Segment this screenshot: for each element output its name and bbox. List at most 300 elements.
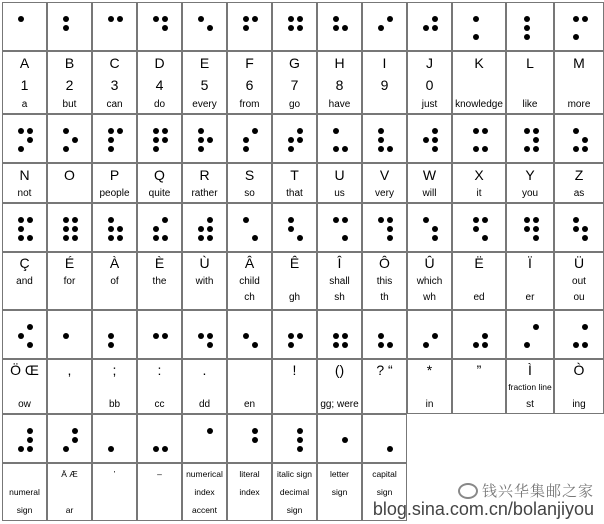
braille-dot (297, 446, 303, 452)
cell-label: G (289, 55, 300, 71)
cell-label: from (239, 99, 260, 110)
label-cell (182, 51, 227, 114)
cell-label: À (109, 255, 120, 271)
braille-cell (362, 310, 407, 359)
cell-label: B (64, 55, 75, 71)
braille-cell (452, 114, 506, 163)
cell-label: () (334, 362, 345, 378)
braille-dot (108, 333, 114, 339)
braille-dot (63, 25, 69, 31)
cell-label: have (328, 99, 351, 110)
label-cell (182, 252, 227, 310)
braille-dot (524, 146, 530, 152)
braille-dot (153, 146, 159, 152)
label-cell (452, 359, 506, 414)
braille-dot (533, 235, 539, 241)
braille-dot (423, 25, 429, 31)
cell-label: 5 (200, 77, 209, 93)
label-cell (506, 51, 554, 114)
cell-label: 0 (425, 77, 434, 93)
braille-dot (288, 25, 294, 31)
braille-dot (108, 128, 114, 134)
label-cell (362, 252, 407, 310)
braille-dot (482, 146, 488, 152)
braille-dot (432, 226, 438, 232)
braille-dot (108, 146, 114, 152)
cell-label: th (380, 292, 389, 303)
braille-dot (108, 226, 114, 232)
braille-dot (473, 16, 479, 22)
braille-cell (47, 310, 92, 359)
braille-dot (243, 333, 249, 339)
braille-dot (423, 342, 429, 348)
braille-cell (506, 310, 554, 359)
cell-label: * (426, 362, 433, 378)
cell-label: 8 (335, 77, 344, 93)
braille-dot (162, 235, 168, 241)
braille-dot (162, 446, 168, 452)
label-cell (137, 359, 182, 414)
cell-label: decimal (279, 487, 310, 497)
braille-dot (153, 446, 159, 452)
braille-cell (2, 414, 47, 463)
braille-dot (117, 235, 123, 241)
watermark-url: blog.sina.com.cn/bolanjiyou (372, 499, 594, 520)
cell-label: Ï (528, 255, 532, 271)
label-cell (362, 51, 407, 114)
cell-label: A (19, 55, 30, 71)
cell-label: ar (65, 505, 74, 515)
label-cell (137, 463, 182, 521)
braille-dot (524, 34, 530, 40)
braille-dot (207, 25, 213, 31)
label-cell (317, 163, 362, 203)
label-cell (506, 252, 554, 310)
cell-label: you (521, 188, 539, 199)
braille-cell (137, 2, 182, 51)
cell-label: 1 (20, 77, 29, 93)
braille-dot (473, 226, 479, 232)
braille-cell (317, 203, 362, 252)
cell-label: L (526, 55, 534, 71)
cell-label: letter (330, 469, 349, 479)
braille-dot (117, 128, 123, 134)
braille-dot (162, 25, 168, 31)
label-cell (137, 163, 182, 203)
braille-dot (162, 128, 168, 134)
braille-cell (182, 114, 227, 163)
braille-dot (378, 217, 384, 223)
watermark-chinese: 钱兴华集邮之家 (481, 482, 594, 500)
braille-cell (182, 414, 227, 463)
cell-label: Ô (379, 255, 390, 271)
label-cell (452, 252, 506, 310)
cell-label: like (522, 99, 538, 110)
braille-dot (207, 235, 213, 241)
braille-dot (473, 128, 479, 134)
braille-cell (92, 310, 137, 359)
braille-dot (432, 25, 438, 31)
braille-dot (27, 437, 33, 443)
cell-label: more (567, 99, 591, 110)
braille-dot (288, 342, 294, 348)
braille-dot (533, 128, 539, 134)
cell-label: Ò (573, 362, 585, 378)
label-cell (47, 51, 92, 114)
cell-label: gh (288, 292, 301, 303)
label-cell (317, 51, 362, 114)
braille-cell (407, 203, 452, 252)
cell-label: T (290, 167, 299, 183)
cell-label: 4 (155, 77, 164, 93)
braille-dot (473, 34, 479, 40)
braille-dot (524, 128, 530, 134)
braille-dot (117, 226, 123, 232)
braille-cell (47, 414, 92, 463)
braille-dot (63, 226, 69, 232)
braille-dot (333, 146, 339, 152)
label-cell (182, 163, 227, 203)
cell-label: P (109, 167, 120, 183)
cell-label: will (422, 188, 437, 199)
braille-dot (243, 146, 249, 152)
braille-cell (92, 2, 137, 51)
cell-label: X (474, 167, 484, 183)
label-cell (407, 252, 452, 310)
cell-label: S (244, 167, 255, 183)
braille-dot (108, 16, 114, 22)
braille-dot (524, 342, 530, 348)
braille-dot (573, 34, 579, 40)
cell-label: quite (148, 188, 171, 199)
braille-dot (72, 428, 78, 434)
braille-cell (506, 203, 554, 252)
label-cell (554, 51, 604, 114)
braille-dot (573, 217, 579, 223)
braille-dot (153, 226, 159, 232)
cell-label: numerical (186, 469, 223, 479)
braille-cell (227, 2, 272, 51)
label-cell (452, 51, 506, 114)
cell-label: literal (239, 469, 260, 479)
braille-dot (72, 217, 78, 223)
cell-label: but (62, 99, 77, 110)
braille-dot (27, 235, 33, 241)
braille-dot (243, 16, 249, 22)
cell-label: ing (572, 399, 586, 410)
label-cell (92, 51, 137, 114)
cell-label: M (573, 55, 585, 71)
cell-label: that (286, 188, 303, 199)
braille-cell (137, 310, 182, 359)
cell-label: sign (376, 487, 393, 497)
cell-label: index (194, 487, 215, 497)
braille-dot (18, 333, 24, 339)
label-cell (92, 359, 137, 414)
cell-label: numeral (9, 487, 40, 497)
braille-cell (506, 114, 554, 163)
braille-dot (333, 333, 339, 339)
braille-dot (162, 217, 168, 223)
braille-dot (378, 25, 384, 31)
cell-label: – (157, 469, 162, 479)
cell-label: Ë (474, 255, 484, 271)
braille-dot (432, 146, 438, 152)
braille-dot (582, 226, 588, 232)
braille-cell (227, 203, 272, 252)
braille-dot (342, 146, 348, 152)
braille-cell (272, 310, 317, 359)
braille-dot (423, 217, 429, 223)
cell-label: : (157, 362, 162, 378)
braille-dot (378, 333, 384, 339)
label-cell (227, 463, 272, 521)
cell-label: R (199, 167, 210, 183)
braille-cell (182, 310, 227, 359)
braille-dot (297, 25, 303, 31)
cell-label: capital (372, 469, 397, 479)
braille-dot (378, 342, 384, 348)
braille-cell (554, 2, 604, 51)
label-cell (407, 163, 452, 203)
label-cell (92, 252, 137, 310)
cell-label: sign (331, 487, 348, 497)
cell-label: dd (198, 399, 211, 410)
braille-dot (198, 333, 204, 339)
cell-label: and (16, 276, 33, 287)
label-cell (2, 252, 47, 310)
braille-dot (473, 342, 479, 348)
cell-label: Q (154, 167, 165, 183)
braille-dot (27, 342, 33, 348)
cell-label: not (17, 188, 32, 199)
label-cell (554, 359, 604, 414)
label-cell (137, 252, 182, 310)
braille-dot (207, 217, 213, 223)
label-cell (317, 252, 362, 310)
cell-label: Ç (19, 255, 30, 271)
braille-dot (72, 137, 78, 143)
cell-label: U (334, 167, 345, 183)
label-cell (272, 252, 317, 310)
label-cell (506, 359, 554, 414)
weibo-logo-icon (458, 483, 478, 499)
cell-label: Y (525, 167, 535, 183)
braille-cell (2, 2, 47, 51)
cell-label: ed (473, 292, 485, 303)
braille-dot (72, 226, 78, 232)
cell-label: so (244, 188, 255, 199)
braille-cell (47, 203, 92, 252)
braille-cell (137, 414, 182, 463)
braille-dot (18, 226, 24, 232)
braille-cell (362, 114, 407, 163)
label-cell (452, 163, 506, 203)
braille-dot (582, 146, 588, 152)
braille-dot (387, 446, 393, 452)
braille-dot (63, 128, 69, 134)
cell-label: . (202, 362, 207, 378)
braille-dot (378, 146, 384, 152)
braille-dot (198, 146, 204, 152)
cell-label: sign (16, 505, 33, 515)
cell-label: it (476, 188, 482, 199)
label-cell (272, 163, 317, 203)
cell-label: Z (574, 167, 584, 183)
braille-dot (482, 128, 488, 134)
cell-label: V (379, 167, 390, 183)
braille-dot (482, 333, 488, 339)
cell-label: Â (244, 255, 255, 271)
cell-label: I (382, 55, 387, 71)
cell-label: Î (337, 255, 342, 271)
label-cell (137, 51, 182, 114)
braille-cell (317, 310, 362, 359)
braille-dot (162, 137, 168, 143)
cell-label: sign (286, 505, 303, 515)
braille-cell (317, 2, 362, 51)
braille-dot (533, 324, 539, 330)
braille-dot (63, 235, 69, 241)
cell-label: for (63, 276, 76, 287)
braille-dot (473, 146, 479, 152)
braille-dot (432, 128, 438, 134)
braille-cell (137, 114, 182, 163)
braille-dot (72, 437, 78, 443)
label-cell (47, 163, 92, 203)
braille-dot (297, 235, 303, 241)
cell-label: every (192, 99, 217, 110)
cell-label: E (199, 55, 210, 71)
braille-cell (2, 310, 47, 359)
braille-dot (432, 235, 438, 241)
cell-label: child (239, 276, 260, 287)
label-cell (227, 163, 272, 203)
braille-dot (198, 128, 204, 134)
braille-dot (333, 217, 339, 223)
label-cell (362, 359, 407, 414)
cell-label: as (573, 188, 585, 199)
cell-label: Ü (573, 255, 585, 271)
braille-dot (198, 226, 204, 232)
cell-label: ! (292, 362, 297, 378)
braille-dot (252, 342, 258, 348)
label-cell (317, 463, 362, 521)
braille-dot (252, 437, 258, 443)
braille-dot (387, 235, 393, 241)
cell-label: a (21, 99, 28, 110)
braille-dot (108, 137, 114, 143)
braille-dot (432, 16, 438, 22)
cell-label: this (376, 276, 393, 287)
cell-label: K (474, 55, 484, 71)
label-cell (47, 252, 92, 310)
braille-dot (333, 25, 339, 31)
cell-label: N (19, 167, 30, 183)
label-cell (2, 359, 47, 414)
braille-dot (297, 16, 303, 22)
braille-dot (297, 437, 303, 443)
label-cell (272, 463, 317, 521)
braille-dot (207, 137, 213, 143)
braille-dot (582, 137, 588, 143)
label-cell (272, 51, 317, 114)
braille-dot (27, 446, 33, 452)
cell-label: out (572, 276, 586, 287)
braille-dot (63, 446, 69, 452)
braille-dot (18, 16, 24, 22)
braille-dot (27, 324, 33, 330)
braille-dot (378, 137, 384, 143)
braille-dot (582, 235, 588, 241)
braille-cell (452, 203, 506, 252)
braille-dot (162, 333, 168, 339)
braille-dot (153, 16, 159, 22)
cell-label: , (67, 362, 72, 378)
cell-label: en (243, 399, 256, 410)
cell-label: which (416, 276, 443, 287)
braille-dot (198, 137, 204, 143)
braille-dot (207, 226, 213, 232)
braille-dot (288, 226, 294, 232)
braille-cell (452, 2, 506, 51)
braille-dot (333, 342, 339, 348)
cell-label: wh (423, 292, 436, 303)
braille-cell (182, 203, 227, 252)
cell-label: knowledge (455, 99, 503, 110)
braille-dot (288, 217, 294, 223)
label-cell (2, 51, 47, 114)
label-cell (554, 252, 604, 310)
braille-dot (252, 235, 258, 241)
braille-dot (108, 446, 114, 452)
label-cell (554, 163, 604, 203)
braille-dot (27, 217, 33, 223)
label-cell (317, 359, 362, 414)
braille-dot (63, 333, 69, 339)
label-cell (92, 463, 137, 521)
braille-dot (573, 342, 579, 348)
cell-label: Ö Œ (10, 362, 39, 378)
label-cell (47, 359, 92, 414)
label-cell (2, 463, 47, 521)
braille-cell (137, 203, 182, 252)
braille-dot (108, 235, 114, 241)
braille-cell (272, 203, 317, 252)
braille-dot (573, 16, 579, 22)
braille-dot (533, 217, 539, 223)
braille-cell (554, 203, 604, 252)
cell-label: of (110, 276, 119, 287)
braille-cell (227, 114, 272, 163)
cell-label: index (239, 487, 260, 497)
braille-dot (573, 146, 579, 152)
label-cell (2, 163, 47, 203)
braille-dot (573, 226, 579, 232)
label-cell (227, 252, 272, 310)
braille-dot (207, 428, 213, 434)
braille-dot (18, 146, 24, 152)
braille-dot (342, 25, 348, 31)
braille-cell (506, 2, 554, 51)
braille-dot (108, 342, 114, 348)
braille-dot (288, 137, 294, 143)
cell-label: accent (191, 505, 218, 515)
braille-dot (153, 235, 159, 241)
braille-dot (243, 25, 249, 31)
braille-dot (243, 137, 249, 143)
watermark (373, 483, 594, 520)
